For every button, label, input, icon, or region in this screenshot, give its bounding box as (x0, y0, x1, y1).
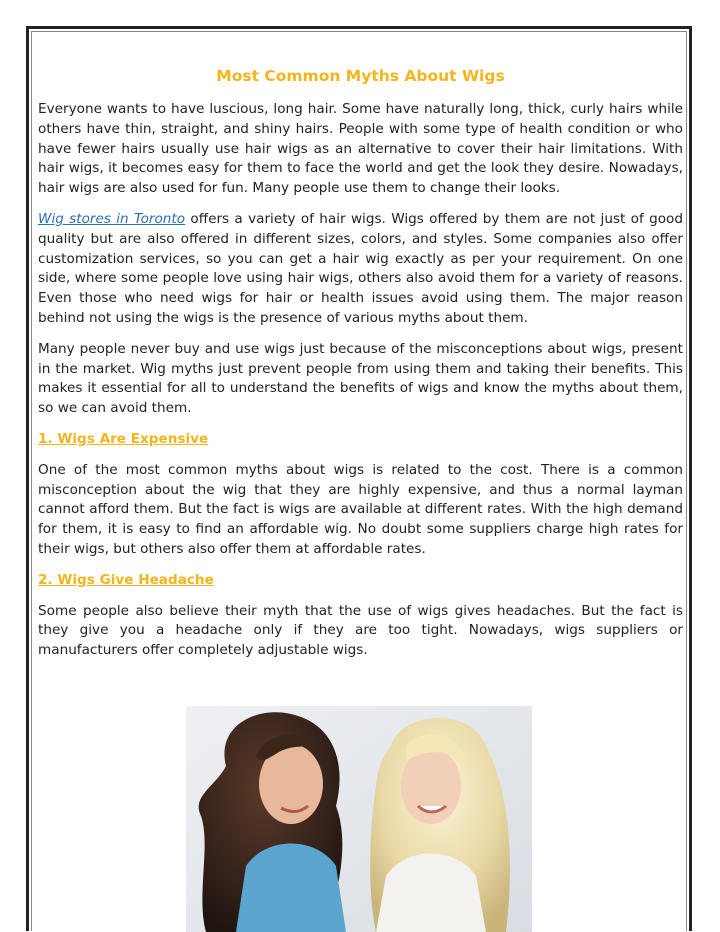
article-body (38, 65, 683, 672)
wig-stores-link[interactable]: Wig stores in Toronto (38, 210, 186, 227)
intro-paragraph: Everyone wants to have luscious, long hair. Some have naturally long, thick, curly hairs while others have thin, straight, and shiny hairs. People with some type of health condition or who have fewer hairs usually use hair wigs as an alternative to cover their hair limitations. With hair wigs, it becomes easy for them to face the world and get the look they desire. Nowadays, hair wigs are also used for fun. Many people use them to change their looks. (38, 101, 683, 197)
expensive-paragraph: One of the most common myths about wigs is related to the cost. There is a common misconception about the wig that they are highly expensive, and thus a normal layman cannot afford them. But the fact is wigs are available at different rates. With the high demand for them, it is easy to find an affordable wig. No doubt some suppliers charge high rates for their wigs, but others also offer them at affordable rates. (38, 461, 683, 557)
stores-paragraph (38, 210, 683, 329)
stores-paragraph-text: offers a variety of hair wigs. Wigs offered by them are not just of good quality but are also offered in different sizes, colors, and styles. Some companies also offer customization services, so you can get a hair wig exactly as per your requirement. On one side, where some people love using hair wigs, others also avoid them for a variety of reasons. Even those who need wigs for hair or health issues avoid using them. The major reason behind not using the wigs is the presence of various myths about them. (38, 210, 683, 326)
section-heading-expensive: 1. Wigs Are Expensive (38, 430, 209, 447)
section-heading-headache: 2. Wigs Give Headache (38, 571, 214, 588)
misconceptions-paragraph: Many people never buy and use wigs just because of the misconceptions about wigs, present in the market. Wig myths just prevent people from using them and taking their benefits. This makes it essential for all to understand the benefits of wigs and know the myths about them, so we can avoid them. (38, 340, 683, 417)
two-women-wigs-photo (186, 706, 532, 932)
headache-paragraph: Some people also believe their myth that the use of wigs gives headaches. But the fact is they give you a headache only if they are too tight. Nowadays, wigs suppliers or manufacturers offer completely adjustable wigs. (38, 602, 683, 659)
document-page (26, 26, 692, 931)
article-title: Most Common Myths About Wigs (216, 67, 505, 85)
